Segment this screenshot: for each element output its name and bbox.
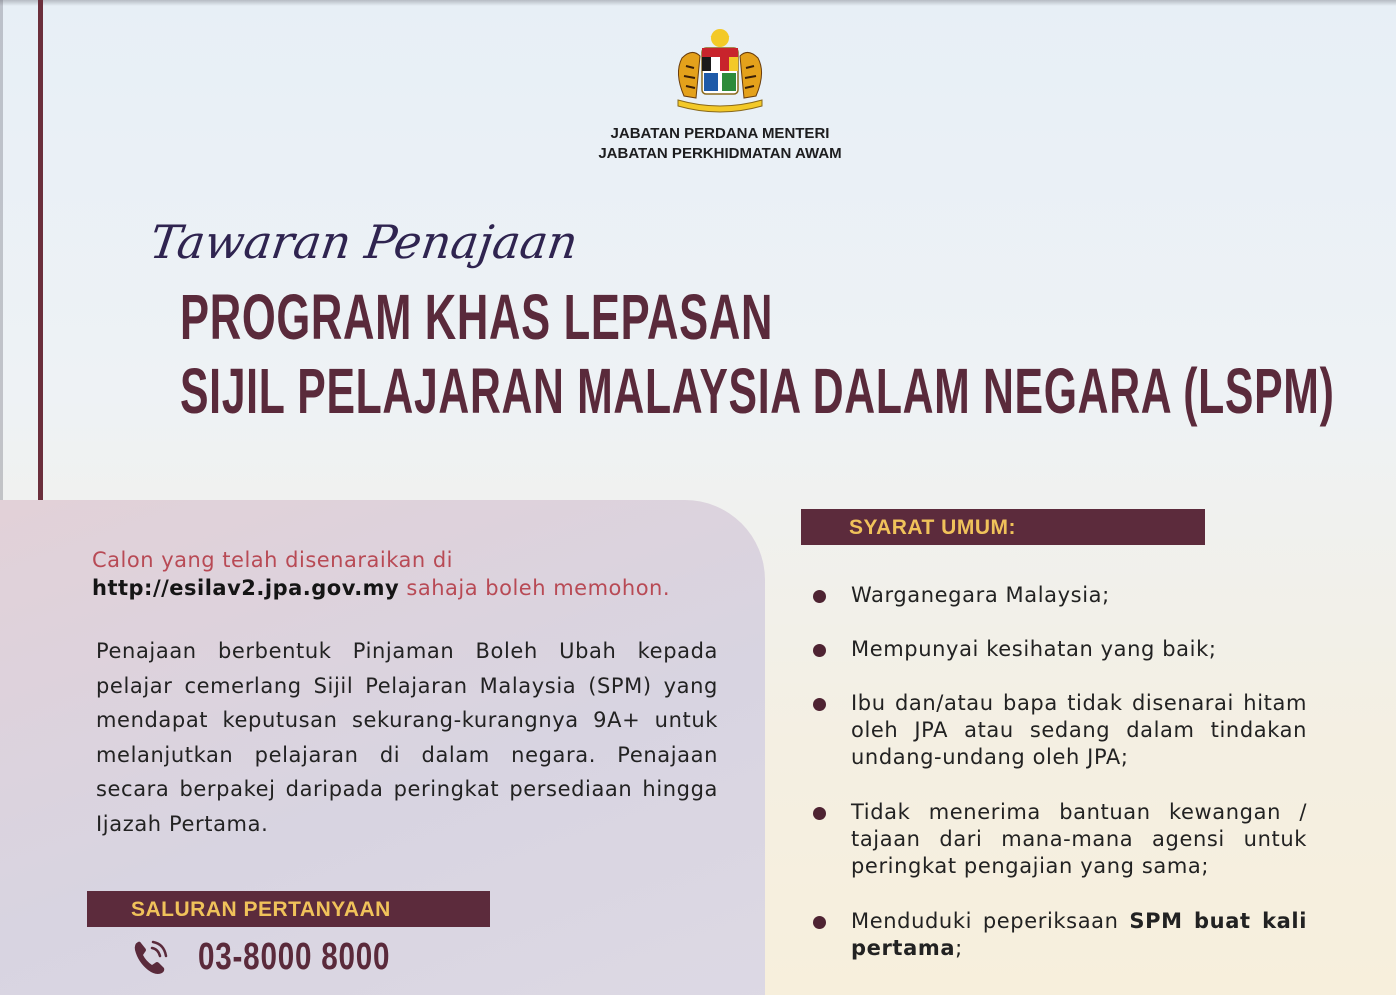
- requirement-item-3: Ibu dan/atau bapa tidak disenarai hitam oleh JPA atau sedang dalam tindakan undang-undang oleh JPA;: [851, 691, 1307, 769]
- notice-rest: sahaja boleh memohon.: [399, 576, 671, 600]
- title-line-2: SIJIL PELAJARAN MALAYSIA DALAM NEGARA (LSPM): [180, 355, 1335, 427]
- notice-line-1: Calon yang telah disenaraikan di: [92, 548, 454, 572]
- notice-line-2: [92, 576, 670, 600]
- requirements-heading: SYARAT UMUM:: [801, 509, 1205, 545]
- phone-number[interactable]: 03-8000 8000: [198, 936, 391, 978]
- dept-line-2: JABATAN PERKHIDMATAN AWAM: [598, 145, 842, 162]
- title-line-1: PROGRAM KHAS LEPASAN: [180, 281, 774, 353]
- dept-line-1: JABATAN PERDANA MENTERI: [610, 125, 830, 142]
- bullet-icon: [813, 698, 826, 711]
- bullet-icon: [813, 807, 826, 820]
- script-subtitle: Tawaran Penajaan: [146, 215, 582, 269]
- vertical-accent-line: [38, 0, 43, 500]
- phone-icon: [130, 938, 170, 978]
- requirement-item-1: Warganegara Malaysia;: [851, 583, 1110, 607]
- item5-suffix: ;: [955, 936, 963, 960]
- department-names: [520, 124, 920, 164]
- top-shadow: [0, 0, 1396, 6]
- requirement-item-4: Tidak menerima bantuan kewangan / tajaan dari mana-mana agensi untuk peringkat pengajian yang sama;: [851, 800, 1307, 878]
- item5-prefix: Menduduki peperiksaan: [851, 909, 1130, 933]
- coat-of-arms-icon: [662, 28, 778, 114]
- bullet-icon: [813, 916, 826, 929]
- enquiry-heading: SALURAN PERTANYAAN: [87, 891, 490, 927]
- bullet-icon: [813, 644, 826, 657]
- sponsorship-description: Penajaan berbentuk Pinjaman Boleh Ubah kepada pelajar cemerlang Sijil Pelajaran Malaysia (SPM) yang mendapat keputusan sekurang-kurangnya 9A+ untuk melanjutkan pelajaran di dalam negara. Penajaan secara berpakej daripada peringkat persediaan hingga Ijazah Pertama.: [96, 639, 718, 836]
- bullet-icon: [813, 590, 826, 603]
- requirement-item-2: Mempunyai kesihatan yang baik;: [851, 637, 1217, 661]
- requirement-item-5: [851, 908, 1307, 962]
- esila-link[interactable]: http://esilav2.jpa.gov.my: [92, 576, 400, 600]
- item5-bold: SPM buat kali pertama: [851, 909, 1308, 960]
